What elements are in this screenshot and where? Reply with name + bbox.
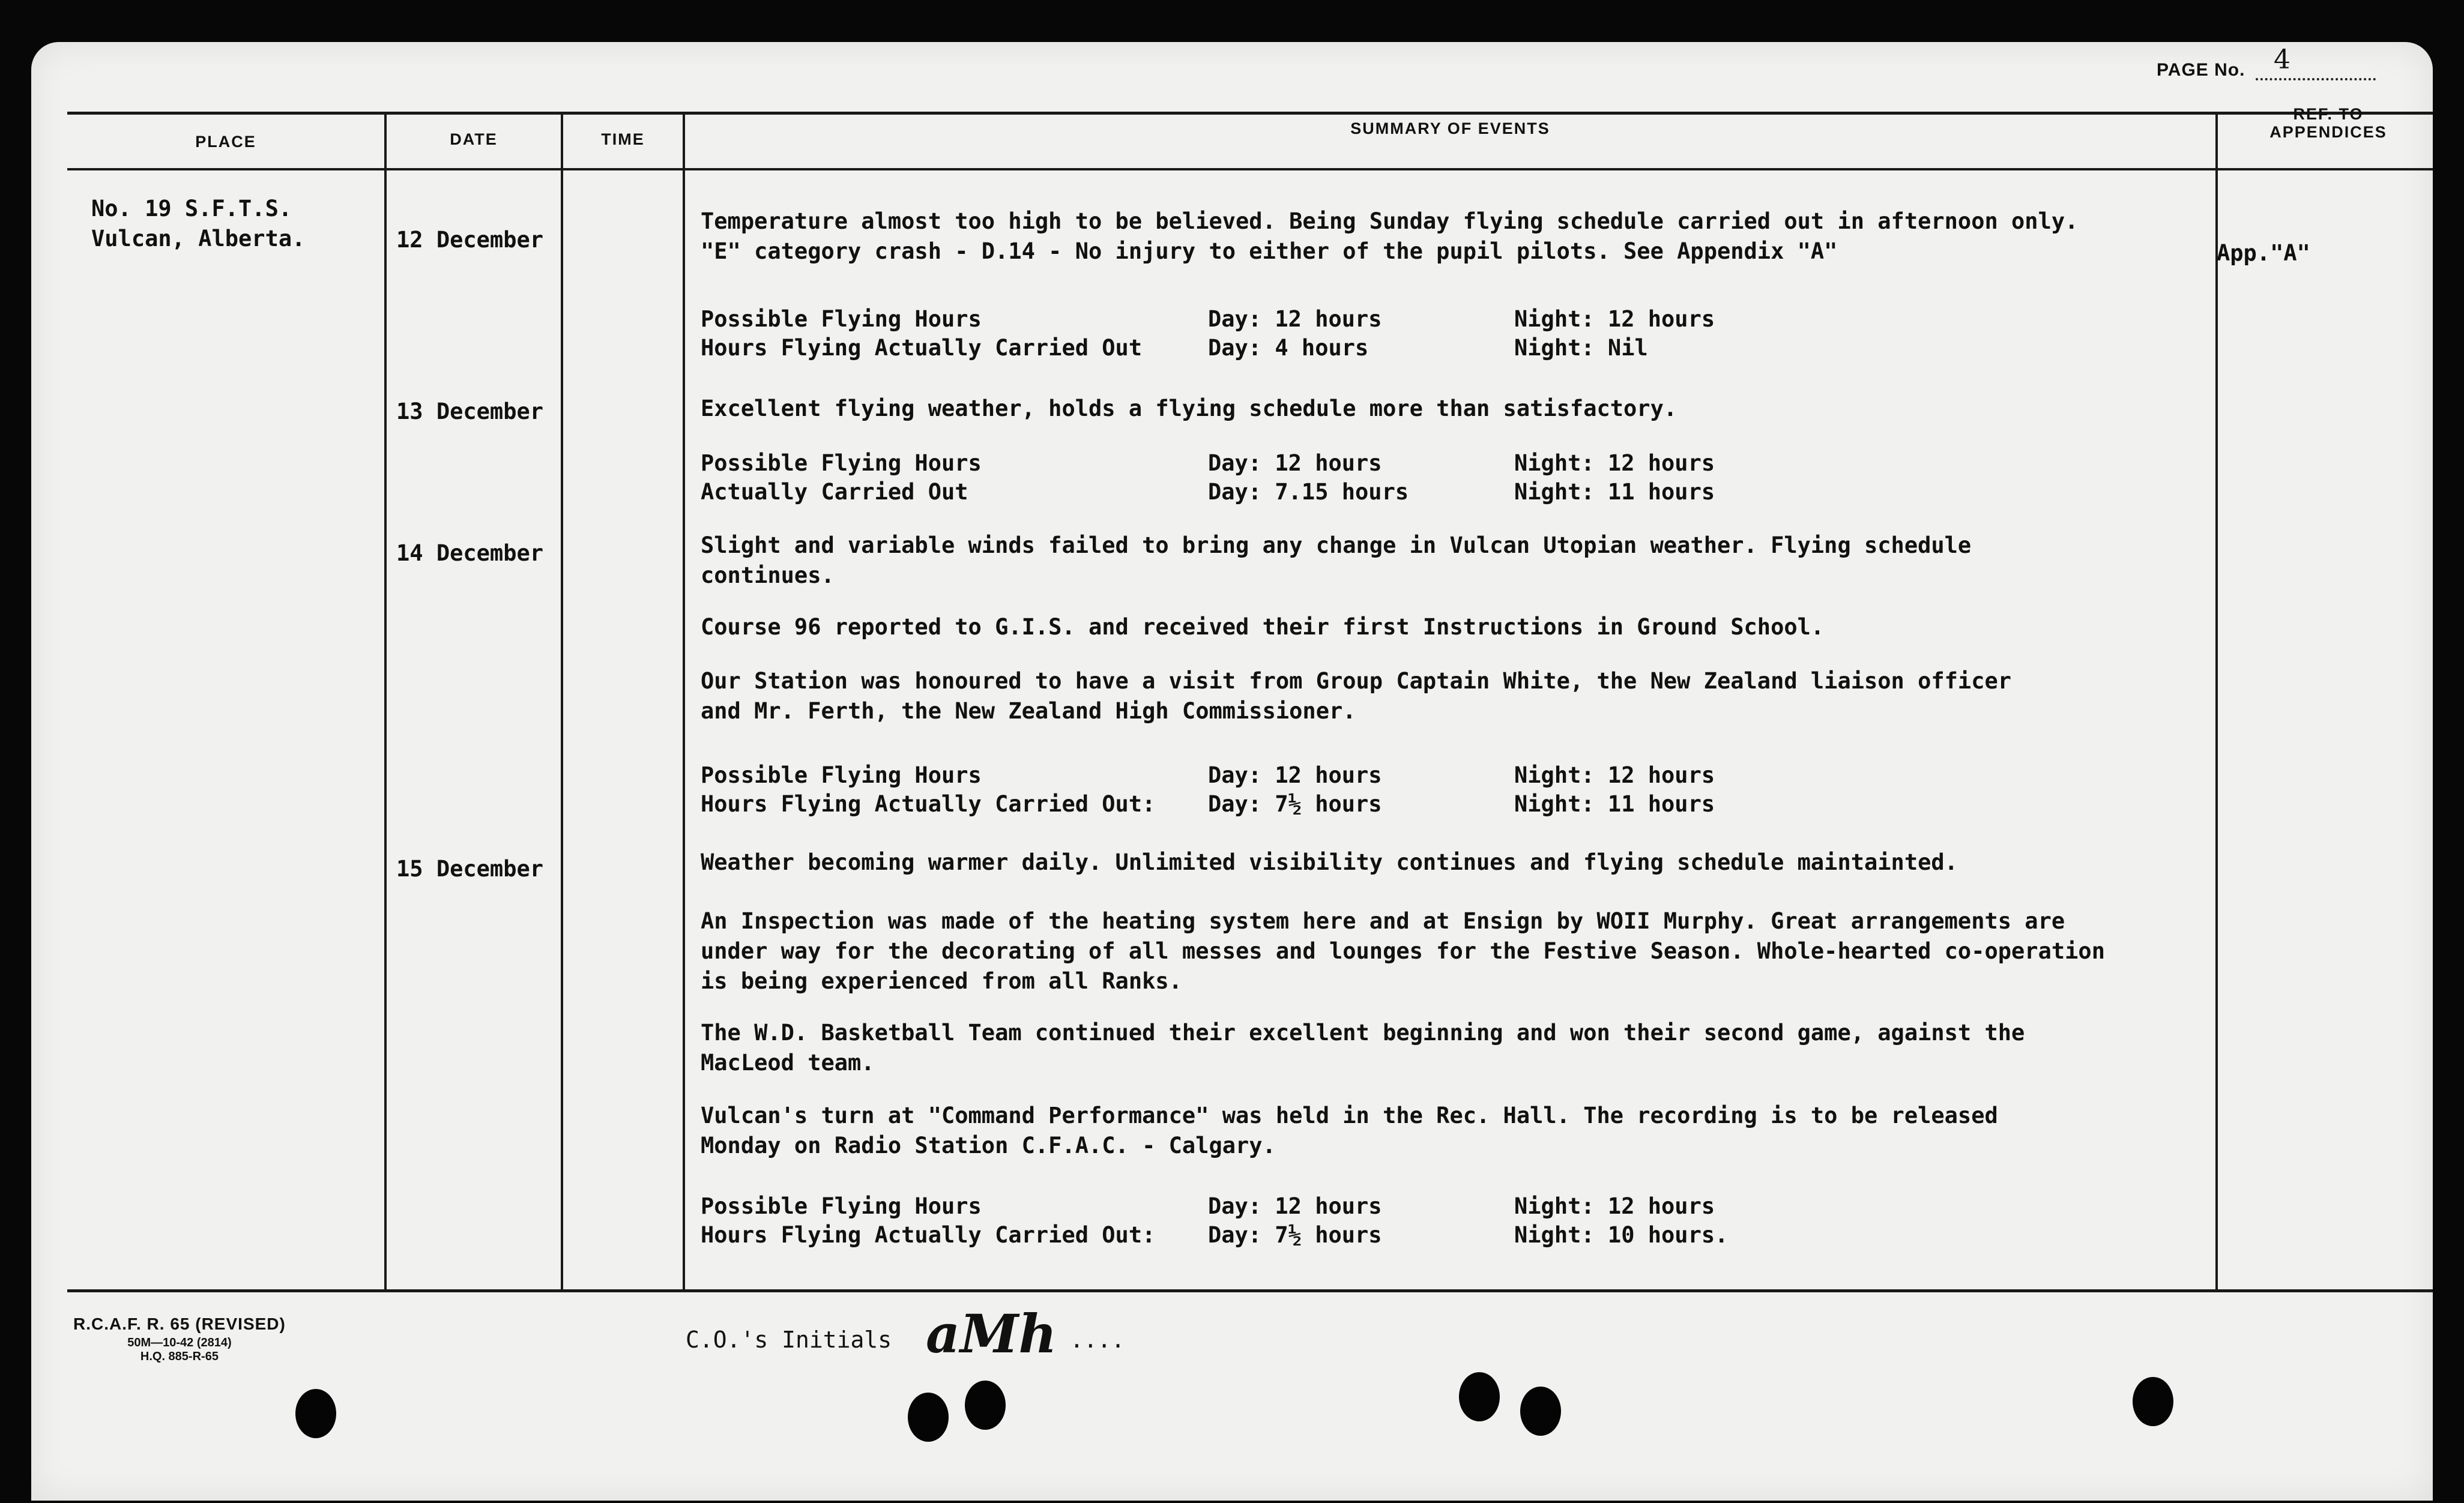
- flying-13-actual-label: Actually Carried Out: [701, 479, 968, 505]
- entry-12-line-1: Temperature almost too high to be believed. Being Sunday flying schedule carried out in afternoon only.: [701, 208, 2079, 234]
- punch-hole-5: [1520, 1387, 1561, 1436]
- flying-12-possible-night: Night: 12 hours: [1514, 306, 1715, 332]
- form-number: R.C.A.F. R. 65 (REVISED): [73, 1315, 286, 1333]
- entry-15-para-2-line-3: is being experienced from all Ranks.: [701, 968, 1182, 994]
- entry-14-para-2-line-1: Course 96 reported to G.I.S. and received their first Instructions in Ground School.: [701, 614, 1825, 640]
- flying-13-possible-day: Day: 12 hours: [1208, 450, 1382, 476]
- flying-12-actual-day: Day: 4 hours: [1208, 335, 1369, 361]
- entry-15-para-4-line-1: Vulcan's turn at "Command Performance" was held in the Rec. Hall. The recording is to be released: [701, 1103, 1998, 1128]
- header-time: TIME: [601, 130, 645, 148]
- punch-hole-1: [295, 1389, 336, 1438]
- place-line-2: Vulcan, Alberta.: [91, 226, 306, 252]
- entry-15-para-3-line-2: MacLeod team.: [701, 1050, 875, 1076]
- flying-15-possible-night: Night: 12 hours: [1514, 1193, 1715, 1219]
- entry-12-line-2: "E" category crash - D.14 - No injury to either of the pupil pilots. See Appendix "A": [701, 238, 1838, 264]
- header-ref-line2: APPENDICES: [2269, 123, 2387, 141]
- entry-13-line-1: Excellent flying weather, holds a flying schedule more than satisfactory.: [701, 396, 1677, 421]
- co-signature: aMh: [926, 1303, 1057, 1365]
- flying-13-possible-night: Night: 12 hours: [1514, 450, 1715, 476]
- punch-hole-6: [2133, 1377, 2173, 1426]
- flying-15-possible-label: Possible Flying Hours: [701, 1193, 982, 1219]
- page-number-label: PAGE No.: [2157, 60, 2245, 80]
- date-14-december: 14 December: [396, 540, 544, 566]
- date-12-december: 12 December: [396, 227, 544, 253]
- entry-15-para-2-line-2: under way for the decorating of all messes and lounges for the Festive Season. Whole-hearted co-operation: [701, 938, 2105, 964]
- place-line-1: No. 19 S.F.T.S.: [91, 196, 292, 221]
- form-print-run: 50M—10-42 (2814): [127, 1336, 232, 1349]
- form-hq-ref: H.Q. 885-R-65: [140, 1350, 219, 1363]
- table-top-border: [67, 112, 2433, 115]
- page-number-value: 4: [2274, 44, 2290, 75]
- header-place: PLACE: [195, 133, 256, 151]
- punch-hole-4: [1459, 1372, 1500, 1421]
- column-divider-summary-ref: [2215, 113, 2218, 1291]
- form-identifier: [73, 1315, 286, 1364]
- co-initials-dots: ....: [1070, 1327, 1125, 1353]
- flying-14-actual-night: Night: 11 hours: [1514, 791, 1715, 817]
- punch-hole-2: [908, 1393, 949, 1442]
- header-date: DATE: [450, 130, 498, 148]
- column-divider-place-date: [384, 113, 387, 1291]
- page-number-line: [2256, 78, 2376, 80]
- date-13-december: 13 December: [396, 399, 544, 424]
- header-summary: SUMMARY OF EVENTS: [1350, 119, 1550, 137]
- date-15-december: 15 December: [396, 856, 544, 882]
- flying-15-actual-day: Day: 7½ hours: [1208, 1222, 1382, 1248]
- flying-15-actual-label: Hours Flying Actually Carried Out:: [701, 1222, 1156, 1248]
- flying-14-actual-label: Hours Flying Actually Carried Out:: [701, 791, 1156, 817]
- entry-15-para-4-line-2: Monday on Radio Station C.F.A.C. - Calgary.: [701, 1133, 1276, 1158]
- entry-14-para-1-line-1: Slight and variable winds failed to bring any change in Vulcan Utopian weather. Flying schedule: [701, 532, 1972, 558]
- appendix-ref-a: App."A": [2217, 240, 2310, 266]
- entry-14-para-1-line-2: continues.: [701, 562, 835, 588]
- flying-13-actual-day: Day: 7.15 hours: [1208, 479, 1409, 505]
- entry-14-para-3-line-1: Our Station was honoured to have a visit from Group Captain White, the New Zealand liaison officer: [701, 668, 2012, 694]
- entry-14-para-3-line-2: and Mr. Ferth, the New Zealand High Commissioner.: [701, 698, 1356, 724]
- header-ref-line1: REF. TO: [2293, 105, 2364, 123]
- flying-12-actual-label: Hours Flying Actually Carried Out: [701, 335, 1143, 361]
- flying-12-actual-night: Night: Nil: [1514, 335, 1648, 361]
- flying-14-possible-night: Night: 12 hours: [1514, 762, 1715, 788]
- header-bottom-border: [67, 168, 2433, 170]
- flying-15-actual-night: Night: 10 hours.: [1514, 1222, 1729, 1248]
- punch-hole-3: [965, 1381, 1006, 1430]
- column-divider-date-time: [561, 113, 563, 1291]
- entry-15-para-3-line-1: The W.D. Basketball Team continued their excellent beginning and won their second game, against the: [701, 1020, 2025, 1046]
- flying-12-possible-label: Possible Flying Hours: [701, 306, 982, 332]
- flying-12-possible-day: Day: 12 hours: [1208, 306, 1382, 332]
- flying-14-actual-day: Day: 7½ hours: [1208, 791, 1382, 817]
- flying-14-possible-day: Day: 12 hours: [1208, 762, 1382, 788]
- flying-13-possible-label: Possible Flying Hours: [701, 450, 982, 476]
- flying-15-possible-day: Day: 12 hours: [1208, 1193, 1382, 1219]
- diary-form-card: [31, 42, 2433, 1501]
- co-initials-label: C.O.'s Initials: [686, 1327, 892, 1353]
- entry-15-para-2-line-1: An Inspection was made of the heating system here and at Ensign by WOII Murphy. Great arrangements are: [701, 908, 2065, 934]
- entry-15-para-1-line-1: Weather becoming warmer daily. Unlimited visibility continues and flying schedule maintainted.: [701, 849, 1958, 875]
- column-divider-time-summary: [683, 113, 685, 1291]
- flying-14-possible-label: Possible Flying Hours: [701, 762, 982, 788]
- flying-13-actual-night: Night: 11 hours: [1514, 479, 1715, 505]
- table-bottom-border: [67, 1289, 2433, 1292]
